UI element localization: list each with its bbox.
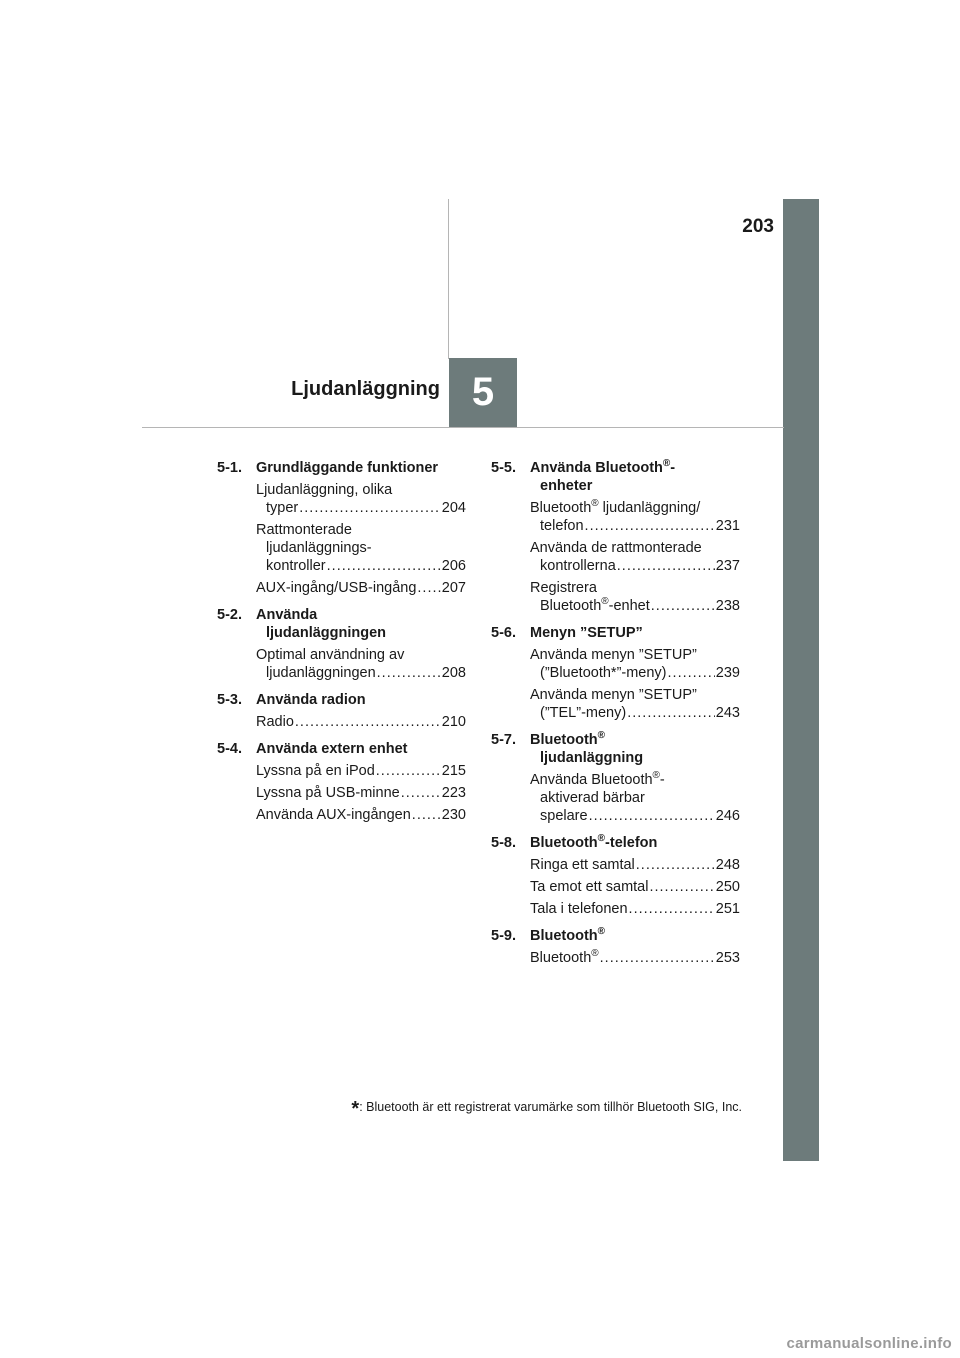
toc-page-number: 239 — [715, 665, 740, 681]
footnote-asterisk: * — [351, 1098, 360, 1120]
toc-page-number: 231 — [715, 518, 740, 534]
toc-page-number: 248 — [715, 857, 740, 873]
toc-entry[interactable]: Använda Bluetooth®- aktiverad bärbar spelare ..... 246 — [530, 771, 740, 825]
toc-page-number: 206 — [441, 558, 466, 574]
section-number: 5-6. — [491, 625, 516, 641]
section-number: 5-5. — [491, 460, 516, 476]
section-title: Använda extern enhet — [256, 741, 408, 757]
header-horizontal-rule — [142, 427, 784, 428]
header-vertical-rule — [448, 199, 449, 359]
toc-entry[interactable]: Ta emot ett samtal ..... 250 — [530, 878, 740, 896]
toc-page-number: 204 — [441, 500, 466, 516]
section-title: Bluetooth® ljudanläggning — [530, 730, 644, 766]
toc-section-5-4 — [217, 740, 466, 758]
section-number: 5-9. — [491, 928, 516, 944]
toc-page-number: 253 — [715, 950, 740, 966]
section-title: Menyn ”SETUP” — [530, 625, 643, 641]
section-number: 5-4. — [217, 741, 242, 757]
toc-entry[interactable]: Rattmonterade ljudanläggnings- kontroller ..... 206 — [256, 521, 466, 575]
toc-page-number: 243 — [715, 705, 740, 721]
toc-page-number: 223 — [441, 785, 466, 801]
toc-entry[interactable]: Använda de rattmonterade kontrollerna ..... 237 — [530, 539, 740, 575]
toc-section-5-6 — [491, 624, 740, 642]
toc-left-column — [217, 459, 466, 828]
page-number: 203 — [742, 216, 774, 237]
toc-page-number: 230 — [441, 807, 466, 823]
section-title: Bluetooth®-telefon — [530, 833, 658, 851]
toc-page-number: 237 — [715, 558, 740, 574]
footnote-text: : Bluetooth är ett registrerat varumärke som tillhör Bluetooth SIG, Inc. — [359, 1100, 742, 1114]
toc-entry[interactable]: Ljudanläggning, olika typer ..... 204 — [256, 481, 466, 517]
section-title: Använda Bluetooth®- enheter — [530, 458, 676, 494]
toc-entry[interactable]: AUX-ingång/USB-ingång ..... 207 — [256, 579, 466, 597]
toc-right-column — [491, 459, 740, 971]
toc-page-number: 250 — [715, 879, 740, 895]
toc-page-number: 238 — [715, 598, 740, 614]
toc-page-number: 246 — [715, 808, 740, 824]
toc-entry[interactable]: Bluetooth® ..... 253 — [530, 949, 740, 967]
section-title: Grundläggande funktioner — [256, 460, 439, 476]
toc-page-number: 208 — [441, 665, 466, 681]
toc-section-5-3 — [217, 691, 466, 709]
watermark: carmanualsonline.info — [786, 1335, 952, 1352]
chapter-number-box: 5 — [449, 358, 517, 427]
toc-entry[interactable]: Lyssna på en iPod ..... 215 — [256, 762, 466, 780]
toc-page-number: 207 — [441, 580, 466, 596]
section-title: Använda ljudanläggningen — [256, 607, 387, 641]
toc-entry[interactable]: Använda AUX-ingången ..... 230 — [256, 806, 466, 824]
toc-entry[interactable]: Ringa ett samtal ..... 248 — [530, 856, 740, 874]
toc-entry[interactable]: Registrera Bluetooth®-enhet ..... 238 — [530, 579, 740, 615]
toc-entry[interactable]: Bluetooth® ljudanläggning/ telefon ..... 231 — [530, 499, 740, 535]
toc-entry[interactable]: Använda menyn ”SETUP” (”TEL”-meny) ..... 243 — [530, 686, 740, 722]
section-number: 5-1. — [217, 460, 242, 476]
toc-page-number: 215 — [441, 763, 466, 779]
toc-section-5-9 — [491, 927, 740, 945]
toc-entry[interactable]: Använda menyn ”SETUP” (”Bluetooth*”-meny) ..... 239 — [530, 646, 740, 682]
toc-section-5-5 — [491, 459, 740, 495]
section-number: 5-8. — [491, 835, 516, 851]
section-title: Bluetooth® — [530, 926, 606, 944]
toc-page-number: 210 — [441, 714, 466, 730]
toc-entry[interactable]: Tala i telefonen ..... 251 — [530, 900, 740, 918]
section-number: 5-7. — [491, 732, 516, 748]
chapter-side-tab — [783, 199, 819, 1161]
section-title: Använda radion — [256, 692, 366, 708]
toc-section-5-8 — [491, 834, 740, 852]
toc-section-5-1 — [217, 459, 466, 477]
toc-page-number: 251 — [715, 901, 740, 917]
toc-entry[interactable]: Optimal användning av ljudanläggningen ..... 208 — [256, 646, 466, 682]
footnote — [310, 1098, 742, 1121]
toc-entry[interactable]: Radio ..... 210 — [256, 713, 466, 731]
section-number: 5-2. — [217, 607, 242, 623]
toc-section-5-2 — [217, 606, 466, 642]
toc-section-5-7 — [491, 731, 740, 767]
toc-entry[interactable]: Lyssna på USB-minne ..... 223 — [256, 784, 466, 802]
section-number: 5-3. — [217, 692, 242, 708]
chapter-title: Ljudanläggning — [291, 378, 440, 400]
